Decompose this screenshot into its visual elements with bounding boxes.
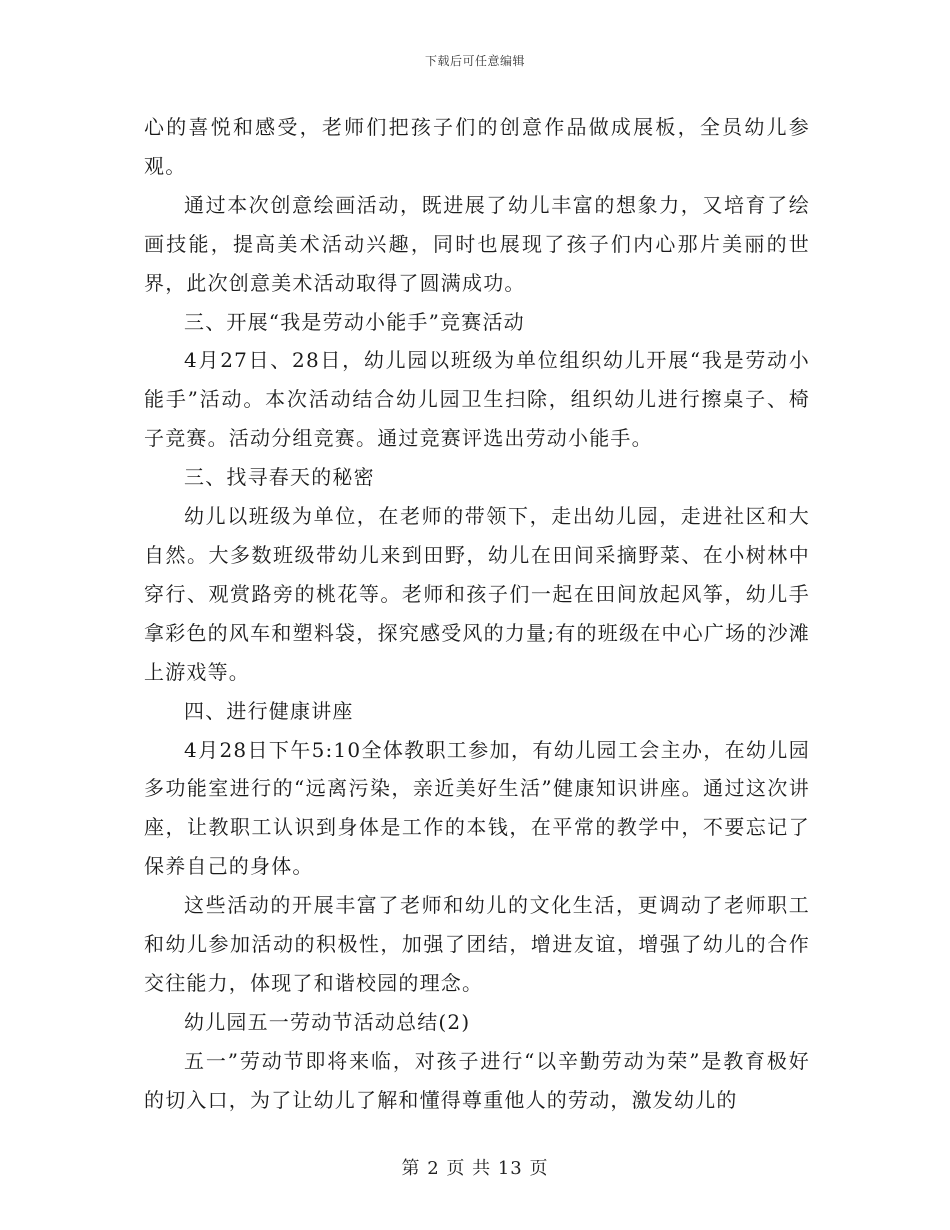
paragraph: 幼儿以班级为单位，在老师的带领下，走出幼儿园，走进社区和大自然。大多数班级带幼儿来到田野，幼儿在田间采摘野菜、在小树林中穿行、观赏路旁的桃花等。老师和孩子们一起在田间放起风筝，幼儿手拿彩色的风车和塑料袋，探究感受风的力量;有的班级在中心广场的沙滩上游戏等。 xyxy=(144,504,810,684)
section-heading: 三、找寻春天的秘密 xyxy=(184,465,375,490)
paragraph: 五一”劳动节即将来临，对孩子进行“以辛勤劳动为荣”是教育极好的切入口，为了让幼儿了解和懂得尊重他人的劳动，激发幼儿的 xyxy=(144,1048,810,1112)
paragraph: 这些活动的开展丰富了老师和幼儿的文化生活，更调动了老师职工和幼儿参加活动的积极性，加强了团结，增进友谊，增强了幼儿的合作交往能力，体现了和谐校园的理念。 xyxy=(144,893,810,995)
page-number: 第 2 页 共 13 页 xyxy=(401,1158,549,1179)
section-heading: 三、开展“我是劳动小能手”竞赛活动 xyxy=(184,309,525,334)
document-body xyxy=(144,108,810,1120)
paragraph-continuation: 心的喜悦和感受，老师们把孩子们的创意作品做成展板，全员幼儿参观。 xyxy=(144,115,810,178)
article-title: 幼儿园五一劳动节活动总结(2) xyxy=(184,1009,471,1034)
paragraph: 4月27日、28日，幼儿园以班级为单位组织幼儿开展“我是劳动小能手”活动。本次活动结合幼儿园卫生扫除，组织幼儿进行擦桌子、椅子竞赛。活动分组竞赛。通过竞赛评选出劳动小能手。 xyxy=(144,348,810,451)
page-header-note: 下载后可任意编辑 xyxy=(424,54,525,68)
paragraph: 通过本次创意绘画活动，既进展了幼儿丰富的想象力，又培育了绘画技能，提高美术活动兴趣，同时也展现了孩子们内心那片美丽的世界，此次创意美术活动取得了圆满成功。 xyxy=(144,192,810,295)
section-heading: 四、进行健康讲座 xyxy=(184,698,354,723)
paragraph: 4月28日下午5:10全体教职工参加，有幼儿园工会主办，在幼儿园多功能室进行的“远离污染，亲近美好生活”健康知识讲座。通过这次讲座，让教职工认识到身体是工作的本钱，在平常的教学中，不要忘记了保养自己的身体。 xyxy=(144,737,810,879)
